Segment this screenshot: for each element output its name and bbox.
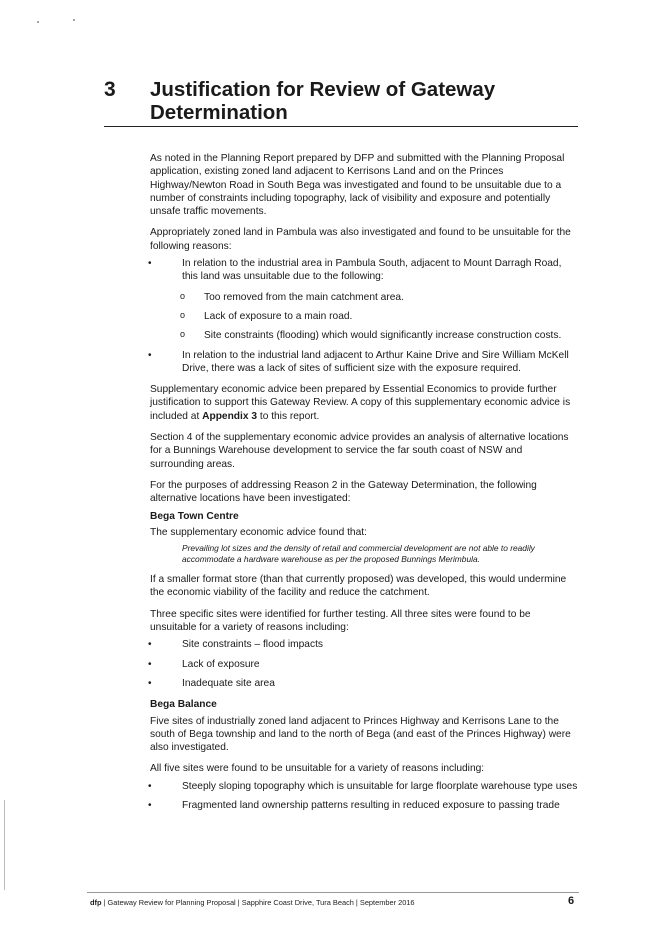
footer-text: | Gateway Review for Planning Proposal | Sapphire Coast Drive, Tura Beach | September 2016 bbox=[101, 898, 415, 907]
bullet-marker: • bbox=[148, 639, 152, 651]
list-item bbox=[150, 677, 578, 690]
sub-marker: o bbox=[180, 329, 186, 340]
bullet-marker: • bbox=[148, 780, 152, 792]
list-item-text: Lack of exposure bbox=[182, 658, 260, 670]
sub-list-item bbox=[182, 310, 578, 323]
sub-marker: o bbox=[180, 290, 186, 301]
footer-brand: dfp bbox=[90, 898, 102, 907]
paragraph: The supplementary economic advice found that: bbox=[150, 526, 367, 538]
list-item-text: In relation to the industrial area in Pambula South, adjacent to Mount Darragh Road, this land was unsuitable due to the following: bbox=[182, 258, 562, 283]
paragraph: For the purposes of addressing Reason 2 in the Gateway Determination, the following alternative locations have been investigated: bbox=[150, 479, 537, 505]
bullet-list bbox=[150, 257, 578, 375]
bullet-marker: • bbox=[148, 799, 152, 811]
sub-item-text: Site constraints (flooding) which would significantly increase construction costs. bbox=[204, 330, 562, 342]
sub-item-text: Lack of exposure to a main road. bbox=[204, 310, 353, 322]
bullet-marker: • bbox=[148, 258, 152, 270]
body-text bbox=[150, 152, 578, 820]
scan-speck bbox=[73, 19, 75, 21]
paragraph: Three specific sites were identified for further testing. All three sites were found to be unsuitable for a variety of reasons including: bbox=[150, 608, 531, 634]
scan-edge-mark bbox=[4, 800, 5, 890]
paragraph: All five sites were found to be unsuitable for a variety of reasons including: bbox=[150, 763, 485, 775]
list-item bbox=[150, 658, 578, 671]
sub-list-item bbox=[182, 329, 578, 342]
list-item bbox=[150, 257, 578, 342]
list-item-text: Site constraints – flood impacts bbox=[182, 639, 323, 651]
appendix-ref: Appendix 3 bbox=[202, 410, 258, 422]
list-item bbox=[150, 799, 578, 812]
quotation: Prevailing lot sizes and the density of retail and commercial development are not able to readily accommodate a hardware warehouse as per the proposed Bunnings Merimbula. bbox=[182, 543, 535, 565]
scan-speck bbox=[37, 21, 39, 23]
list-item bbox=[150, 349, 578, 376]
section-number: 3 bbox=[104, 78, 116, 101]
page-number: 6 bbox=[568, 895, 575, 907]
sub-marker: o bbox=[180, 309, 186, 320]
footer-rule bbox=[87, 892, 579, 893]
bullet-marker: • bbox=[148, 349, 152, 361]
bullet-marker: • bbox=[148, 658, 152, 670]
paragraph: Section 4 of the supplementary economic advice provides an analysis of alternative locations for a Bunnings Warehouse development to service the far south coast of NSW and surrounding areas. bbox=[150, 432, 569, 470]
subheading: Bega Balance bbox=[150, 699, 217, 711]
heading-rule bbox=[104, 126, 578, 127]
list-item-text: Fragmented land ownership patterns resulting in reduced exposure to passing trade bbox=[182, 799, 560, 811]
bullet-marker: • bbox=[148, 677, 152, 689]
list-item-text: Steeply sloping topography which is unsuitable for large floorplate warehouse type uses bbox=[182, 780, 578, 792]
section-title: Justification for Review of Gateway Determination bbox=[150, 78, 496, 124]
subheading: Bega Town Centre bbox=[150, 510, 239, 522]
sub-list-item bbox=[182, 291, 578, 304]
paragraph: As noted in the Planning Report prepared by DFP and submitted with the Planning Proposal application, existing zoned land adjacent to Kerrisons Land and on the Princes Highway/Newton Road in South Bega was investigated and found to be unsuitable due to a number of constraints including topography, lack of visibility and exposure and potentially unsafe traffic movements. bbox=[150, 153, 565, 218]
bullet-list bbox=[150, 638, 578, 690]
sub-item-text: Too removed from the main catchment area. bbox=[204, 291, 404, 303]
text-run: Supplementary economic advice been prepared by Essential Economics to provide further justification to support this Gateway Review. A copy of this supplementary economic advice is included at bbox=[150, 384, 571, 422]
list-item-text: Inadequate site area bbox=[182, 677, 275, 689]
page-footer bbox=[90, 898, 415, 907]
paragraph: If a smaller format store (than that currently proposed) was developed, this would undermine the economic viability of the facility and reduce the catchment. bbox=[150, 574, 567, 599]
paragraph: Appropriately zoned land in Pambula was also investigated and found to be unsuitable for the following reasons: bbox=[150, 227, 571, 252]
bullet-list bbox=[150, 780, 578, 813]
list-item bbox=[150, 638, 578, 651]
text-run: to this report. bbox=[257, 410, 320, 422]
list-item-text: In relation to the industrial land adjacent to Arthur Kaine Drive and Sire William McKell Drive, there was a lack of sites of sufficient size with the exposure required. bbox=[182, 349, 569, 374]
sub-list bbox=[182, 291, 578, 343]
list-item bbox=[150, 780, 578, 793]
paragraph: Five sites of industrially zoned land adjacent to Princes Highway and Kerrisons Lane to the south of Bega township and land to the north of Bega (and east of the Princes Highway) were also investigated. bbox=[150, 715, 571, 754]
paragraph bbox=[150, 383, 578, 423]
